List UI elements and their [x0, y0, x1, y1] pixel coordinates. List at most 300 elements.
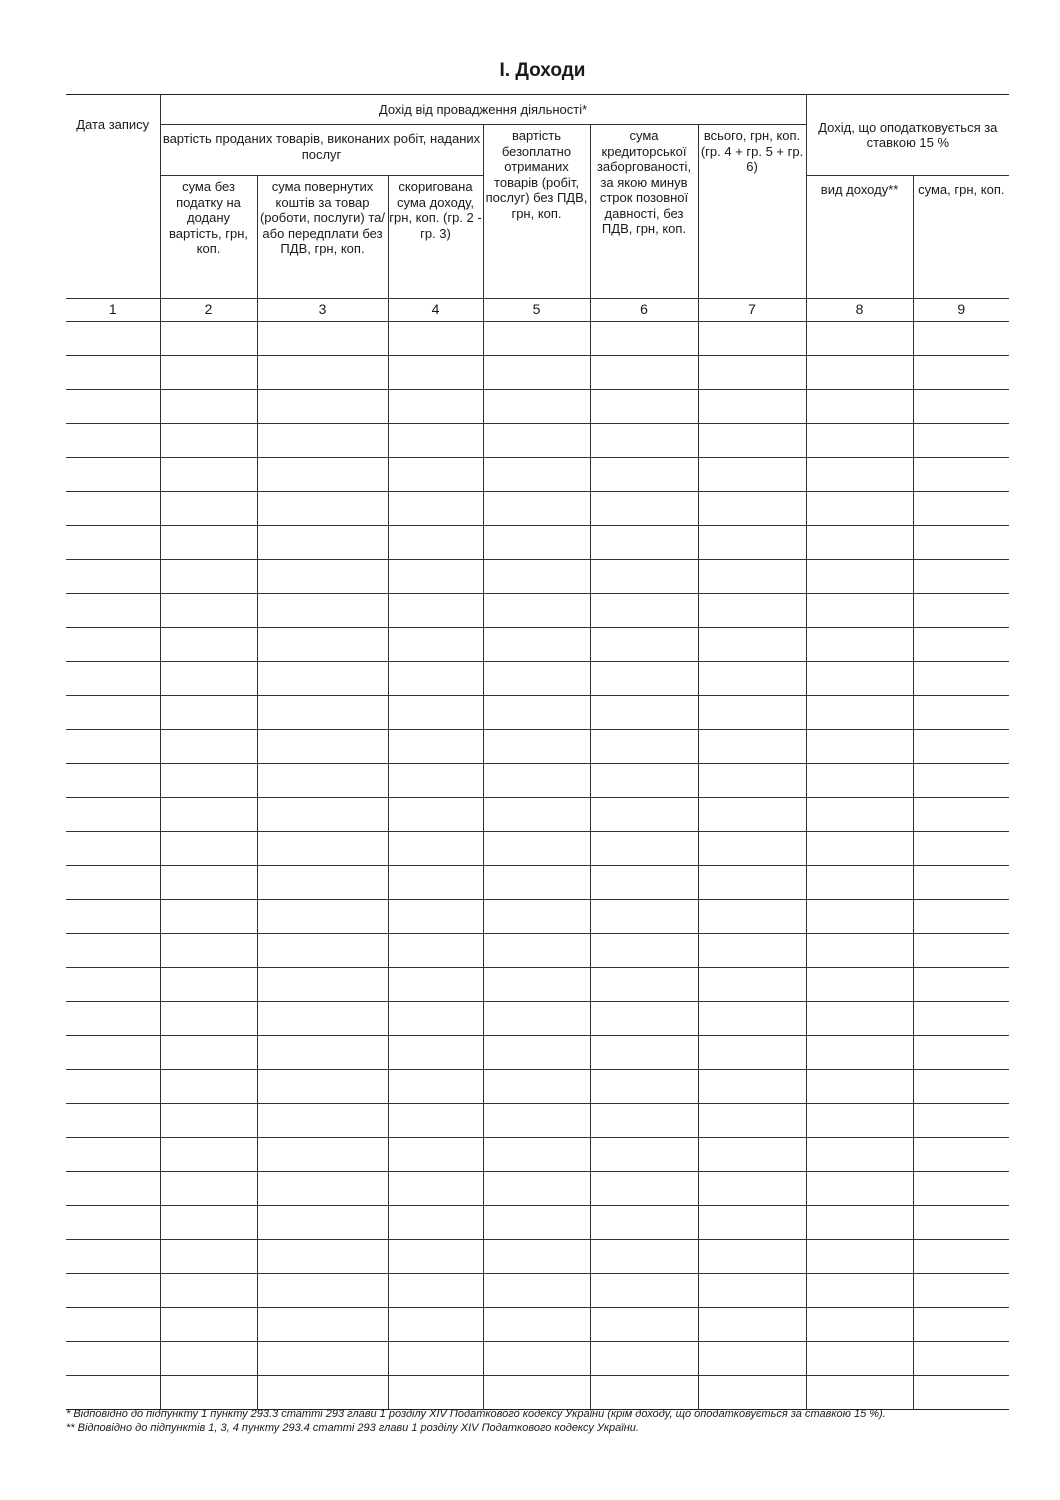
- table-cell[interactable]: [913, 730, 1009, 764]
- table-cell[interactable]: [483, 1376, 590, 1410]
- table-cell[interactable]: [257, 1070, 388, 1104]
- header-col4: скоригована сума доходу, грн, коп. (гр. 2 - гр. 3): [388, 176, 483, 299]
- table-cell[interactable]: [806, 1308, 913, 1342]
- table-cell[interactable]: [160, 696, 257, 730]
- table-cell[interactable]: [913, 526, 1009, 560]
- table-cell[interactable]: [913, 1172, 1009, 1206]
- table-cell[interactable]: [388, 322, 483, 356]
- table-cell[interactable]: [698, 1002, 806, 1036]
- table-cell[interactable]: [483, 594, 590, 628]
- table-cell[interactable]: [257, 1342, 388, 1376]
- table-cell[interactable]: [698, 968, 806, 1002]
- table-cell[interactable]: [66, 390, 160, 424]
- table-cell[interactable]: [913, 696, 1009, 730]
- table-cell[interactable]: [483, 560, 590, 594]
- table-cell[interactable]: [160, 1172, 257, 1206]
- table-cell[interactable]: [483, 1070, 590, 1104]
- table-cell[interactable]: [257, 1138, 388, 1172]
- table-cell[interactable]: [806, 730, 913, 764]
- table-cell[interactable]: [66, 1138, 160, 1172]
- table-cell[interactable]: [66, 458, 160, 492]
- table-cell[interactable]: [913, 866, 1009, 900]
- table-cell[interactable]: [913, 968, 1009, 1002]
- table-cell[interactable]: [160, 1036, 257, 1070]
- table-cell[interactable]: [913, 1240, 1009, 1274]
- table-cell[interactable]: [806, 1036, 913, 1070]
- table-cell[interactable]: [590, 1138, 698, 1172]
- table-cell[interactable]: [806, 424, 913, 458]
- table-cell[interactable]: [66, 1240, 160, 1274]
- table-cell[interactable]: [388, 560, 483, 594]
- table-cell[interactable]: [66, 594, 160, 628]
- table-cell[interactable]: [66, 628, 160, 662]
- table-cell[interactable]: [698, 458, 806, 492]
- table-cell[interactable]: [590, 1308, 698, 1342]
- table-cell[interactable]: [160, 526, 257, 560]
- table-cell[interactable]: [698, 628, 806, 662]
- table-cell[interactable]: [483, 866, 590, 900]
- table-cell[interactable]: [66, 1342, 160, 1376]
- table-cell[interactable]: [698, 1138, 806, 1172]
- table-cell[interactable]: [590, 1172, 698, 1206]
- table-cell[interactable]: [66, 322, 160, 356]
- table-cell[interactable]: [913, 594, 1009, 628]
- table-cell[interactable]: [257, 1376, 388, 1410]
- table-cell[interactable]: [160, 560, 257, 594]
- table-cell[interactable]: [388, 866, 483, 900]
- table-cell[interactable]: [590, 1274, 698, 1308]
- table-cell[interactable]: [160, 1376, 257, 1410]
- table-cell[interactable]: [257, 730, 388, 764]
- table-cell[interactable]: [388, 662, 483, 696]
- table-cell[interactable]: [698, 900, 806, 934]
- table-cell[interactable]: [698, 1070, 806, 1104]
- table-cell[interactable]: [698, 390, 806, 424]
- table-cell[interactable]: [66, 662, 160, 696]
- table-cell[interactable]: [913, 560, 1009, 594]
- table-cell[interactable]: [590, 764, 698, 798]
- table-cell[interactable]: [257, 458, 388, 492]
- table-cell[interactable]: [806, 968, 913, 1002]
- table-cell[interactable]: [806, 662, 913, 696]
- table-cell[interactable]: [66, 356, 160, 390]
- table-cell[interactable]: [806, 696, 913, 730]
- table-cell[interactable]: [257, 798, 388, 832]
- table-cell[interactable]: [160, 594, 257, 628]
- table-cell[interactable]: [160, 866, 257, 900]
- table-cell[interactable]: [257, 424, 388, 458]
- table-cell[interactable]: [388, 1070, 483, 1104]
- table-cell[interactable]: [913, 832, 1009, 866]
- table-cell[interactable]: [388, 968, 483, 1002]
- table-cell[interactable]: [160, 322, 257, 356]
- table-cell[interactable]: [698, 1376, 806, 1410]
- table-row: [66, 1240, 1009, 1274]
- table-cell[interactable]: [160, 628, 257, 662]
- table-cell[interactable]: [66, 1274, 160, 1308]
- table-cell[interactable]: [257, 1104, 388, 1138]
- table-cell[interactable]: [388, 1308, 483, 1342]
- table-cell[interactable]: [590, 832, 698, 866]
- table-cell[interactable]: [698, 764, 806, 798]
- table-cell[interactable]: [483, 696, 590, 730]
- table-cell[interactable]: [257, 492, 388, 526]
- table-cell[interactable]: [66, 1308, 160, 1342]
- table-cell[interactable]: [590, 390, 698, 424]
- table-cell[interactable]: [806, 322, 913, 356]
- table-cell[interactable]: [66, 1002, 160, 1036]
- table-cell[interactable]: [483, 1104, 590, 1138]
- table-cell[interactable]: [66, 1070, 160, 1104]
- table-cell[interactable]: [388, 458, 483, 492]
- table-cell[interactable]: [590, 798, 698, 832]
- table-cell[interactable]: [806, 458, 913, 492]
- table-cell[interactable]: [66, 492, 160, 526]
- table-cell[interactable]: [913, 662, 1009, 696]
- table-cell[interactable]: [913, 1036, 1009, 1070]
- table-cell[interactable]: [257, 1172, 388, 1206]
- table-cell[interactable]: [66, 934, 160, 968]
- table-cell[interactable]: [483, 798, 590, 832]
- table-cell[interactable]: [257, 594, 388, 628]
- table-cell[interactable]: [388, 1274, 483, 1308]
- table-cell[interactable]: [66, 696, 160, 730]
- table-cell[interactable]: [590, 458, 698, 492]
- table-cell[interactable]: [388, 1206, 483, 1240]
- table-cell[interactable]: [913, 934, 1009, 968]
- table-cell[interactable]: [698, 356, 806, 390]
- table-cell[interactable]: [483, 764, 590, 798]
- table-cell[interactable]: [483, 832, 590, 866]
- table-cell[interactable]: [388, 1104, 483, 1138]
- table-cell[interactable]: [590, 1070, 698, 1104]
- table-cell[interactable]: [160, 1308, 257, 1342]
- table-cell[interactable]: [698, 1172, 806, 1206]
- table-cell[interactable]: [698, 526, 806, 560]
- table-cell[interactable]: [160, 1002, 257, 1036]
- table-cell[interactable]: [698, 730, 806, 764]
- table-cell[interactable]: [66, 526, 160, 560]
- table-cell[interactable]: [388, 628, 483, 662]
- table-cell[interactable]: [388, 526, 483, 560]
- table-cell[interactable]: [483, 1002, 590, 1036]
- table-cell[interactable]: [590, 662, 698, 696]
- table-cell[interactable]: [483, 628, 590, 662]
- table-cell[interactable]: [257, 526, 388, 560]
- table-cell[interactable]: [257, 1206, 388, 1240]
- table-cell[interactable]: [257, 900, 388, 934]
- table-cell[interactable]: [806, 356, 913, 390]
- table-cell[interactable]: [66, 1206, 160, 1240]
- table-cell[interactable]: [160, 934, 257, 968]
- table-cell[interactable]: [483, 1206, 590, 1240]
- column-number: 7: [698, 299, 806, 322]
- table-cell[interactable]: [483, 730, 590, 764]
- table-cell[interactable]: [66, 832, 160, 866]
- table-cell[interactable]: [160, 1070, 257, 1104]
- table-cell[interactable]: [590, 1240, 698, 1274]
- table-cell[interactable]: [483, 390, 590, 424]
- table-row: [66, 798, 1009, 832]
- table-cell[interactable]: [698, 832, 806, 866]
- table-cell[interactable]: [388, 900, 483, 934]
- table-cell[interactable]: [66, 1104, 160, 1138]
- table-cell[interactable]: [806, 560, 913, 594]
- table-cell[interactable]: [806, 1172, 913, 1206]
- table-cell[interactable]: [806, 390, 913, 424]
- table-cell[interactable]: [160, 832, 257, 866]
- table-cell[interactable]: [388, 1036, 483, 1070]
- table-cell[interactable]: [388, 390, 483, 424]
- table-cell[interactable]: [913, 322, 1009, 356]
- table-cell[interactable]: [913, 1138, 1009, 1172]
- table-cell[interactable]: [590, 322, 698, 356]
- table-cell[interactable]: [483, 1308, 590, 1342]
- table-cell[interactable]: [483, 900, 590, 934]
- table-cell[interactable]: [483, 1138, 590, 1172]
- table-cell[interactable]: [698, 560, 806, 594]
- table-cell[interactable]: [483, 662, 590, 696]
- table-cell[interactable]: [257, 1240, 388, 1274]
- table-cell[interactable]: [66, 1376, 160, 1410]
- table-cell[interactable]: [806, 526, 913, 560]
- table-cell[interactable]: [913, 356, 1009, 390]
- table-cell[interactable]: [257, 560, 388, 594]
- table-cell[interactable]: [698, 934, 806, 968]
- table-cell[interactable]: [590, 900, 698, 934]
- table-cell[interactable]: [483, 968, 590, 1002]
- table-cell[interactable]: [160, 730, 257, 764]
- table-cell[interactable]: [698, 1104, 806, 1138]
- table-cell[interactable]: [913, 390, 1009, 424]
- table-cell[interactable]: [257, 662, 388, 696]
- table-cell[interactable]: [590, 1104, 698, 1138]
- table-cell[interactable]: [483, 1240, 590, 1274]
- table-cell[interactable]: [698, 1274, 806, 1308]
- table-cell[interactable]: [483, 356, 590, 390]
- table-cell[interactable]: [913, 424, 1009, 458]
- column-number: 4: [388, 299, 483, 322]
- table-cell[interactable]: [913, 900, 1009, 934]
- table-cell[interactable]: [913, 1342, 1009, 1376]
- table-cell[interactable]: [698, 322, 806, 356]
- table-cell[interactable]: [66, 730, 160, 764]
- table-cell[interactable]: [388, 1138, 483, 1172]
- table-cell[interactable]: [483, 458, 590, 492]
- table-cell[interactable]: [698, 798, 806, 832]
- table-cell[interactable]: [388, 1240, 483, 1274]
- table-cell[interactable]: [257, 628, 388, 662]
- table-cell[interactable]: [590, 560, 698, 594]
- table-cell[interactable]: [257, 1274, 388, 1308]
- table-cell[interactable]: [698, 1206, 806, 1240]
- table-cell[interactable]: [913, 1104, 1009, 1138]
- table-cell[interactable]: [257, 696, 388, 730]
- table-cell[interactable]: [483, 1172, 590, 1206]
- table-cell[interactable]: [257, 356, 388, 390]
- table-cell[interactable]: [806, 1206, 913, 1240]
- table-cell[interactable]: [806, 900, 913, 934]
- table-cell[interactable]: [66, 424, 160, 458]
- table-cell[interactable]: [160, 390, 257, 424]
- table-cell[interactable]: [388, 594, 483, 628]
- table-cell[interactable]: [590, 696, 698, 730]
- table-cell[interactable]: [806, 832, 913, 866]
- table-cell[interactable]: [388, 730, 483, 764]
- table-cell[interactable]: [806, 1274, 913, 1308]
- table-cell[interactable]: [257, 1308, 388, 1342]
- table-cell[interactable]: [388, 1376, 483, 1410]
- column-number: 2: [160, 299, 257, 322]
- table-cell[interactable]: [388, 934, 483, 968]
- table-cell[interactable]: [483, 526, 590, 560]
- table-cell[interactable]: [698, 1342, 806, 1376]
- table-cell[interactable]: [698, 696, 806, 730]
- table-cell[interactable]: [66, 968, 160, 1002]
- table-row: [66, 832, 1009, 866]
- table-cell[interactable]: [590, 1376, 698, 1410]
- table-cell[interactable]: [590, 1036, 698, 1070]
- table-cell[interactable]: [66, 900, 160, 934]
- table-cell[interactable]: [913, 1308, 1009, 1342]
- table-cell[interactable]: [257, 934, 388, 968]
- table-cell[interactable]: [483, 322, 590, 356]
- table-cell[interactable]: [590, 1002, 698, 1036]
- table-cell[interactable]: [590, 424, 698, 458]
- table-cell[interactable]: [66, 798, 160, 832]
- table-cell[interactable]: [590, 356, 698, 390]
- table-cell[interactable]: [483, 934, 590, 968]
- table-cell[interactable]: [806, 594, 913, 628]
- table-cell[interactable]: [806, 1376, 913, 1410]
- table-cell[interactable]: [590, 492, 698, 526]
- table-cell[interactable]: [698, 492, 806, 526]
- table-cell[interactable]: [806, 1070, 913, 1104]
- table-cell[interactable]: [806, 866, 913, 900]
- table-cell[interactable]: [66, 764, 160, 798]
- table-cell[interactable]: [388, 356, 483, 390]
- table-cell[interactable]: [698, 1240, 806, 1274]
- table-cell[interactable]: [66, 1036, 160, 1070]
- table-cell[interactable]: [913, 458, 1009, 492]
- table-cell[interactable]: [257, 1002, 388, 1036]
- table-cell[interactable]: [913, 1206, 1009, 1240]
- table-cell[interactable]: [590, 934, 698, 968]
- table-cell[interactable]: [160, 356, 257, 390]
- table-cell[interactable]: [160, 424, 257, 458]
- table-cell[interactable]: [257, 832, 388, 866]
- table-cell[interactable]: [257, 764, 388, 798]
- table-cell[interactable]: [590, 594, 698, 628]
- table-cell[interactable]: [806, 1104, 913, 1138]
- table-cell[interactable]: [913, 492, 1009, 526]
- table-cell[interactable]: [590, 730, 698, 764]
- table-cell[interactable]: [160, 1104, 257, 1138]
- table-row: [66, 866, 1009, 900]
- header-col7: всього, грн, коп. (гр. 4 + гр. 5 + гр. 6): [698, 125, 806, 299]
- table-cell[interactable]: [160, 1138, 257, 1172]
- table-cell[interactable]: [160, 968, 257, 1002]
- table-cell[interactable]: [698, 662, 806, 696]
- table-cell[interactable]: [698, 424, 806, 458]
- table-cell[interactable]: [913, 1274, 1009, 1308]
- table-cell[interactable]: [913, 1376, 1009, 1410]
- table-cell[interactable]: [160, 1206, 257, 1240]
- table-cell[interactable]: [698, 594, 806, 628]
- table-cell[interactable]: [806, 1002, 913, 1036]
- table-cell[interactable]: [160, 1342, 257, 1376]
- table-cell[interactable]: [806, 764, 913, 798]
- table-cell[interactable]: [160, 798, 257, 832]
- table-cell[interactable]: [483, 1274, 590, 1308]
- table-cell[interactable]: [388, 798, 483, 832]
- header-col8: вид доходу**: [806, 176, 913, 299]
- table-cell[interactable]: [590, 866, 698, 900]
- table-cell[interactable]: [806, 492, 913, 526]
- table-cell[interactable]: [66, 560, 160, 594]
- table-cell[interactable]: [590, 1206, 698, 1240]
- table-cell[interactable]: [913, 1070, 1009, 1104]
- table-cell[interactable]: [806, 798, 913, 832]
- table-cell[interactable]: [257, 968, 388, 1002]
- table-row: [66, 594, 1009, 628]
- table-cell[interactable]: [257, 390, 388, 424]
- table-cell[interactable]: [388, 764, 483, 798]
- table-cell[interactable]: [257, 1036, 388, 1070]
- table-cell[interactable]: [698, 1308, 806, 1342]
- table-cell[interactable]: [160, 900, 257, 934]
- table-cell[interactable]: [698, 866, 806, 900]
- table-cell[interactable]: [806, 628, 913, 662]
- table-cell[interactable]: [806, 934, 913, 968]
- table-row: [66, 1308, 1009, 1342]
- table-cell[interactable]: [66, 866, 160, 900]
- table-cell[interactable]: [160, 662, 257, 696]
- table-cell[interactable]: [388, 696, 483, 730]
- table-cell[interactable]: [483, 1342, 590, 1376]
- table-cell[interactable]: [483, 1036, 590, 1070]
- table-cell[interactable]: [257, 866, 388, 900]
- table-cell[interactable]: [160, 764, 257, 798]
- table-cell[interactable]: [388, 1002, 483, 1036]
- table-cell[interactable]: [483, 424, 590, 458]
- table-cell[interactable]: [590, 1342, 698, 1376]
- table-cell[interactable]: [388, 424, 483, 458]
- table-cell[interactable]: [913, 798, 1009, 832]
- table-cell[interactable]: [160, 492, 257, 526]
- table-cell[interactable]: [913, 1002, 1009, 1036]
- table-cell[interactable]: [806, 1138, 913, 1172]
- table-cell[interactable]: [913, 628, 1009, 662]
- table-cell[interactable]: [160, 458, 257, 492]
- table-cell[interactable]: [257, 322, 388, 356]
- table-cell[interactable]: [590, 628, 698, 662]
- table-cell[interactable]: [160, 1240, 257, 1274]
- table-cell[interactable]: [913, 764, 1009, 798]
- table-cell[interactable]: [698, 1036, 806, 1070]
- table-cell[interactable]: [806, 1342, 913, 1376]
- table-cell[interactable]: [388, 1172, 483, 1206]
- table-cell[interactable]: [590, 526, 698, 560]
- table-cell[interactable]: [806, 1240, 913, 1274]
- table-cell[interactable]: [388, 1342, 483, 1376]
- table-cell[interactable]: [388, 492, 483, 526]
- table-cell[interactable]: [388, 832, 483, 866]
- table-cell[interactable]: [160, 1274, 257, 1308]
- table-cell[interactable]: [483, 492, 590, 526]
- table-cell[interactable]: [66, 1172, 160, 1206]
- table-cell[interactable]: [590, 968, 698, 1002]
